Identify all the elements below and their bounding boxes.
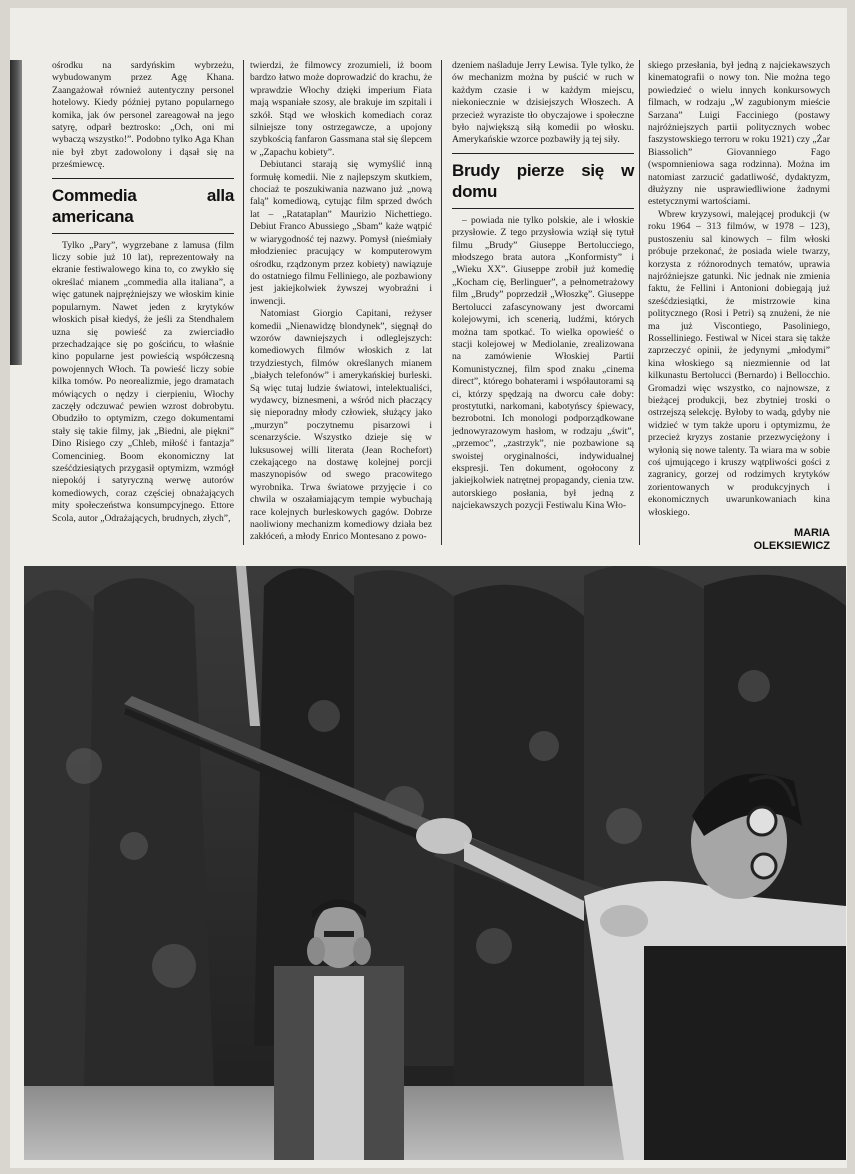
column-divider	[639, 60, 640, 545]
photograph-shooting-scene	[24, 566, 846, 1160]
headphone-earcup	[752, 854, 776, 878]
binding-edge	[10, 60, 22, 365]
column-divider	[243, 60, 244, 545]
col1-body: Tylko „Pary”, wygrzebane z lamusa (film liczy sobie już 10 lat), reprezentowały na ekranie festiwalowego kina to, co zwykło się określać mianem „commedia alla italiana”, a więc gatunek najprężniejszy we włoskim kinie popularnym. Nawet jeden z krytyków włoskich pisał kiedyś, że jeśli za Stendhalem uzna się powieść za zwierciadło przechadzające się po gościńcu, to właśnie kino popularne jest powieścią współczesną powojennych Włoch. Ta powieść liczy sobie kilka tomów. Po neorealizmie, jego dramatach mówiących o nędzy i cierpieniu, Włochy zaczęły odczuwać pewien wzrost dobrobytu. Obudziło to optymizm, czego dokumentami stały się takie filmy, jak „Biedni, ale piękni” Dino Risiego czy „Chleb, miłość i fantazja” Comencinieg. Boom ekonomiczny lat sześćdziesiątych przygasił optymizm, wzmógł niepokój i satyryczną werwę autorów komediowych, coraz częściej obnażających mity społeczeństwa konsumpcyjnego. Ettore Scola, autor „Odrażających, brudnych, złych”,	[52, 239, 234, 524]
section-rule	[452, 153, 634, 154]
col4-p2: Wbrew kryzysowi, malejącej produkcji (w roku 1964 – 313 filmów, w 1978 – 123), pustoszeniu sal kinowych – film włoski próbuje przekonać, że posiada wiele twarzy, korzysta z różnorodnych tematów, uprawia najróżniejsze gatunki. Nic jednak nie zmienia faktu, że Fellini i Antonioni dobiegają już sześćdziesiątki, że mistrzowie kina politycznego (Rosi i Petri) są znużeni, że nie ma już Viscontiego, Pasoliniego, Rosselliniego. Festiwal w Nicei stara się także zaprzeczyć opinii, że jedynymi „młodymi” kina włoskiego są niezmiennie od lat kilkunastu Bertolucci (Bernardo) i Bellocchio. Gromadzi więc wszystko, co najnowsze, z bieżącej produkcji, bez zbytniej troski o ostrzejszą selekcję. Byłoby to wadą, gdyby nie widzieć w tym także uporu i optymizmu, że przecież kryzys zostanie przezwyciężony i wyłonią się nowe talenty. Ta wiara ma w sobie coś ujmującego i kruszy wątpliwości gości z zagranicy, gorzej od rodzimych krytyków zorientowanych w produkcyjnych i ekonomicznych uwarunkowaniach kina włoskiego.	[648, 208, 830, 518]
shooter-hand	[416, 818, 472, 854]
column-3	[452, 60, 634, 513]
column-divider	[441, 60, 442, 545]
section-heading-commedia: Commedia alla americana	[52, 185, 234, 226]
col2-p1: twierdzi, że filmowcy zrozumieli, iż boom bardzo łatwo może doprowadzić do krachu, że wprawdzie Włochy dzięki imperium Fiata mają wspaniałe szosy, ale brakuje im szpitali i szkół. Stąd we włoskich komediach coraz silniejsze tony ostrzegawcze, a upojony szybkością fanfaron Gassmana stał się ślepcem w „Zapachu kobiety”.	[250, 60, 432, 158]
author-last-name: OLEKSIEWICZ	[753, 540, 830, 553]
headphone-earcup	[748, 807, 776, 835]
col3-p1: dzeniem naśladuje Jerry Lewisa. Tyle tylko, że ów mechanizm można by puścić w ruch w każdym czasie i w każdym miejscu, niekoniecznie w dzisiejszych Włoszech. A przecież wyraziste tło obyczajowe i społeczne było największą siłą komedii po włosku. Amerykańskie wzorce pozbawiły ją tej siły.	[452, 60, 634, 146]
col2-p3: Natomiast Giorgio Capitani, reżyser komedii „Nienawidzę blondynek”, sięgnął do wzorów dawniejszych i odleglejszych: komediowych filmów włoskich z lat trzydziestych, filmów określanych mianem „białych telefonów” i amerykańskiej burleski. Są więc tutaj ludzie światowi, intelektualiści, wydawcy, biznesmeni, a wśród nich płaczący się nieporadny młody człowiek, służący jako „murzyn” poczytnemu pisarzowi i scenarzyście. Wszystko dzieje się w luksusowej willi literata (Jean Rochefort) czekającego na dostawę kolejnej porcji maszynopisów od swego pracowitego wyrobnika. Trwa światowe przyjęcie i co chwila w oszałamiającym tempie wybuchają race kolejnych burleskowych gagów. Dobrze naoliwiony mechanizm komediowy działa bez zakłóceń, a młody Enrico Montesano z powo-	[250, 308, 432, 543]
section-rule	[52, 178, 234, 179]
author-first-name: MARIA	[793, 527, 830, 540]
col4-p1: skiego przesłania, był jedną z najciekawszych kinematografii o nowy ton. Nie można tego powiedzieć o wielu innych konkursowych filmach, w rodzaju „W zagubionym mieście Sarzana” Luigi Facciniego (postawy najróżniejszych partii politycznych wobec faszystowskiego terroru w roku 1921) czy „Żar Biassolich” Giovanniego Fago (wspomnieniowa saga rodzinna). Można im natomiast zarzucić gadatliwość, dydaktyzm, dłużyzny nie usprawiedliwione żadnymi estetycznymi wartościami.	[648, 60, 830, 208]
col2-p2: Debiutanci starają się wymyślić inną formułę komedii. Nie z najlepszym skutkiem, chociaż te poszukiwania nazwano już „nową falą” komediową, cytując film sprzed dwóch lat – „Ratataplan” Maurizio Nichettiego. Debiut Franco Abussiego „Sbam” każe wątpić w wiarygodność tej nazwy. Pomysł (nieśmiały młodzieniec pracujący w komputerowym ośrodku, rządzonym przez kobiety) nawiązuje do ostatniego filmu Felliniego, ale pozbawiony jest jakiejkolwiek żywszej wyobraźni i inwencji.	[250, 159, 432, 307]
section-heading-brudy: Brudy pierze się w domu	[452, 160, 634, 201]
col1-intro: ośrodku na sardyńskim wybrzeżu, wybudowanym przez Agę Khana. Zaangażował również autentyczny personel hotelowy. Kiedy później pytano popularnego komika, jak ów personel zareagował na jego satyrę, odparł beztrosko: „Och, oni mi wybaczą wszystko!”. Podobno tylko Aga Khan nie był zbyt zadowolony i dąsał się na prześmiewcę.	[52, 60, 234, 171]
section-rule	[452, 208, 634, 209]
column-4	[648, 60, 830, 553]
author-signature	[648, 527, 830, 553]
col3-body: – powiada nie tylko polskie, ale i włoskie przysłowie. Z tego przysłowia wziął się tytuł filmu „Brudy” Giuseppe Bertolucciego, młodszego brata autora „Konformisty” i „Wieku XX”. Giuseppe zrobił już komedię „Kocham cię, Berlinguer”, a pełnometrażowy film „Brudy” poprzedził „Włoszkę”. Giuseppe Bertolucci zafascynowany jest dworcami kolejowymi, ich scenerią, ludźmi, których można tam spotkać. To wielka opowieść o stacji kolejowej w Mediolanie, zrealizowana na zamówienie Włoskiej Partii Komunistycznej, film spod znaku „cinema direct”, którego bohaterami i współautorami są ci, którzy spędzają na dworcu całe doby: prostytutki, narkomani, kabotyńscy śpiewacy, bezrobotni. Ich monologi podporządkowane jednowyrazowym hasłom, w rodzaju „świt”, „przemoc”, „zastrzyk”, nie pozbawione są swoistej oryginalności, indywidualnej ekspresji. Ten dokument, ogołocony z jakiejkolwiek natrętnej propagandy, cienia tzw. autorskiego posłania, był jedną z najciekawszych pozycji Festiwalu Kina Wło-	[452, 214, 634, 512]
photo-illustration	[24, 566, 846, 1160]
column-2	[250, 60, 432, 544]
section-rule	[52, 233, 234, 234]
column-1	[52, 60, 234, 525]
